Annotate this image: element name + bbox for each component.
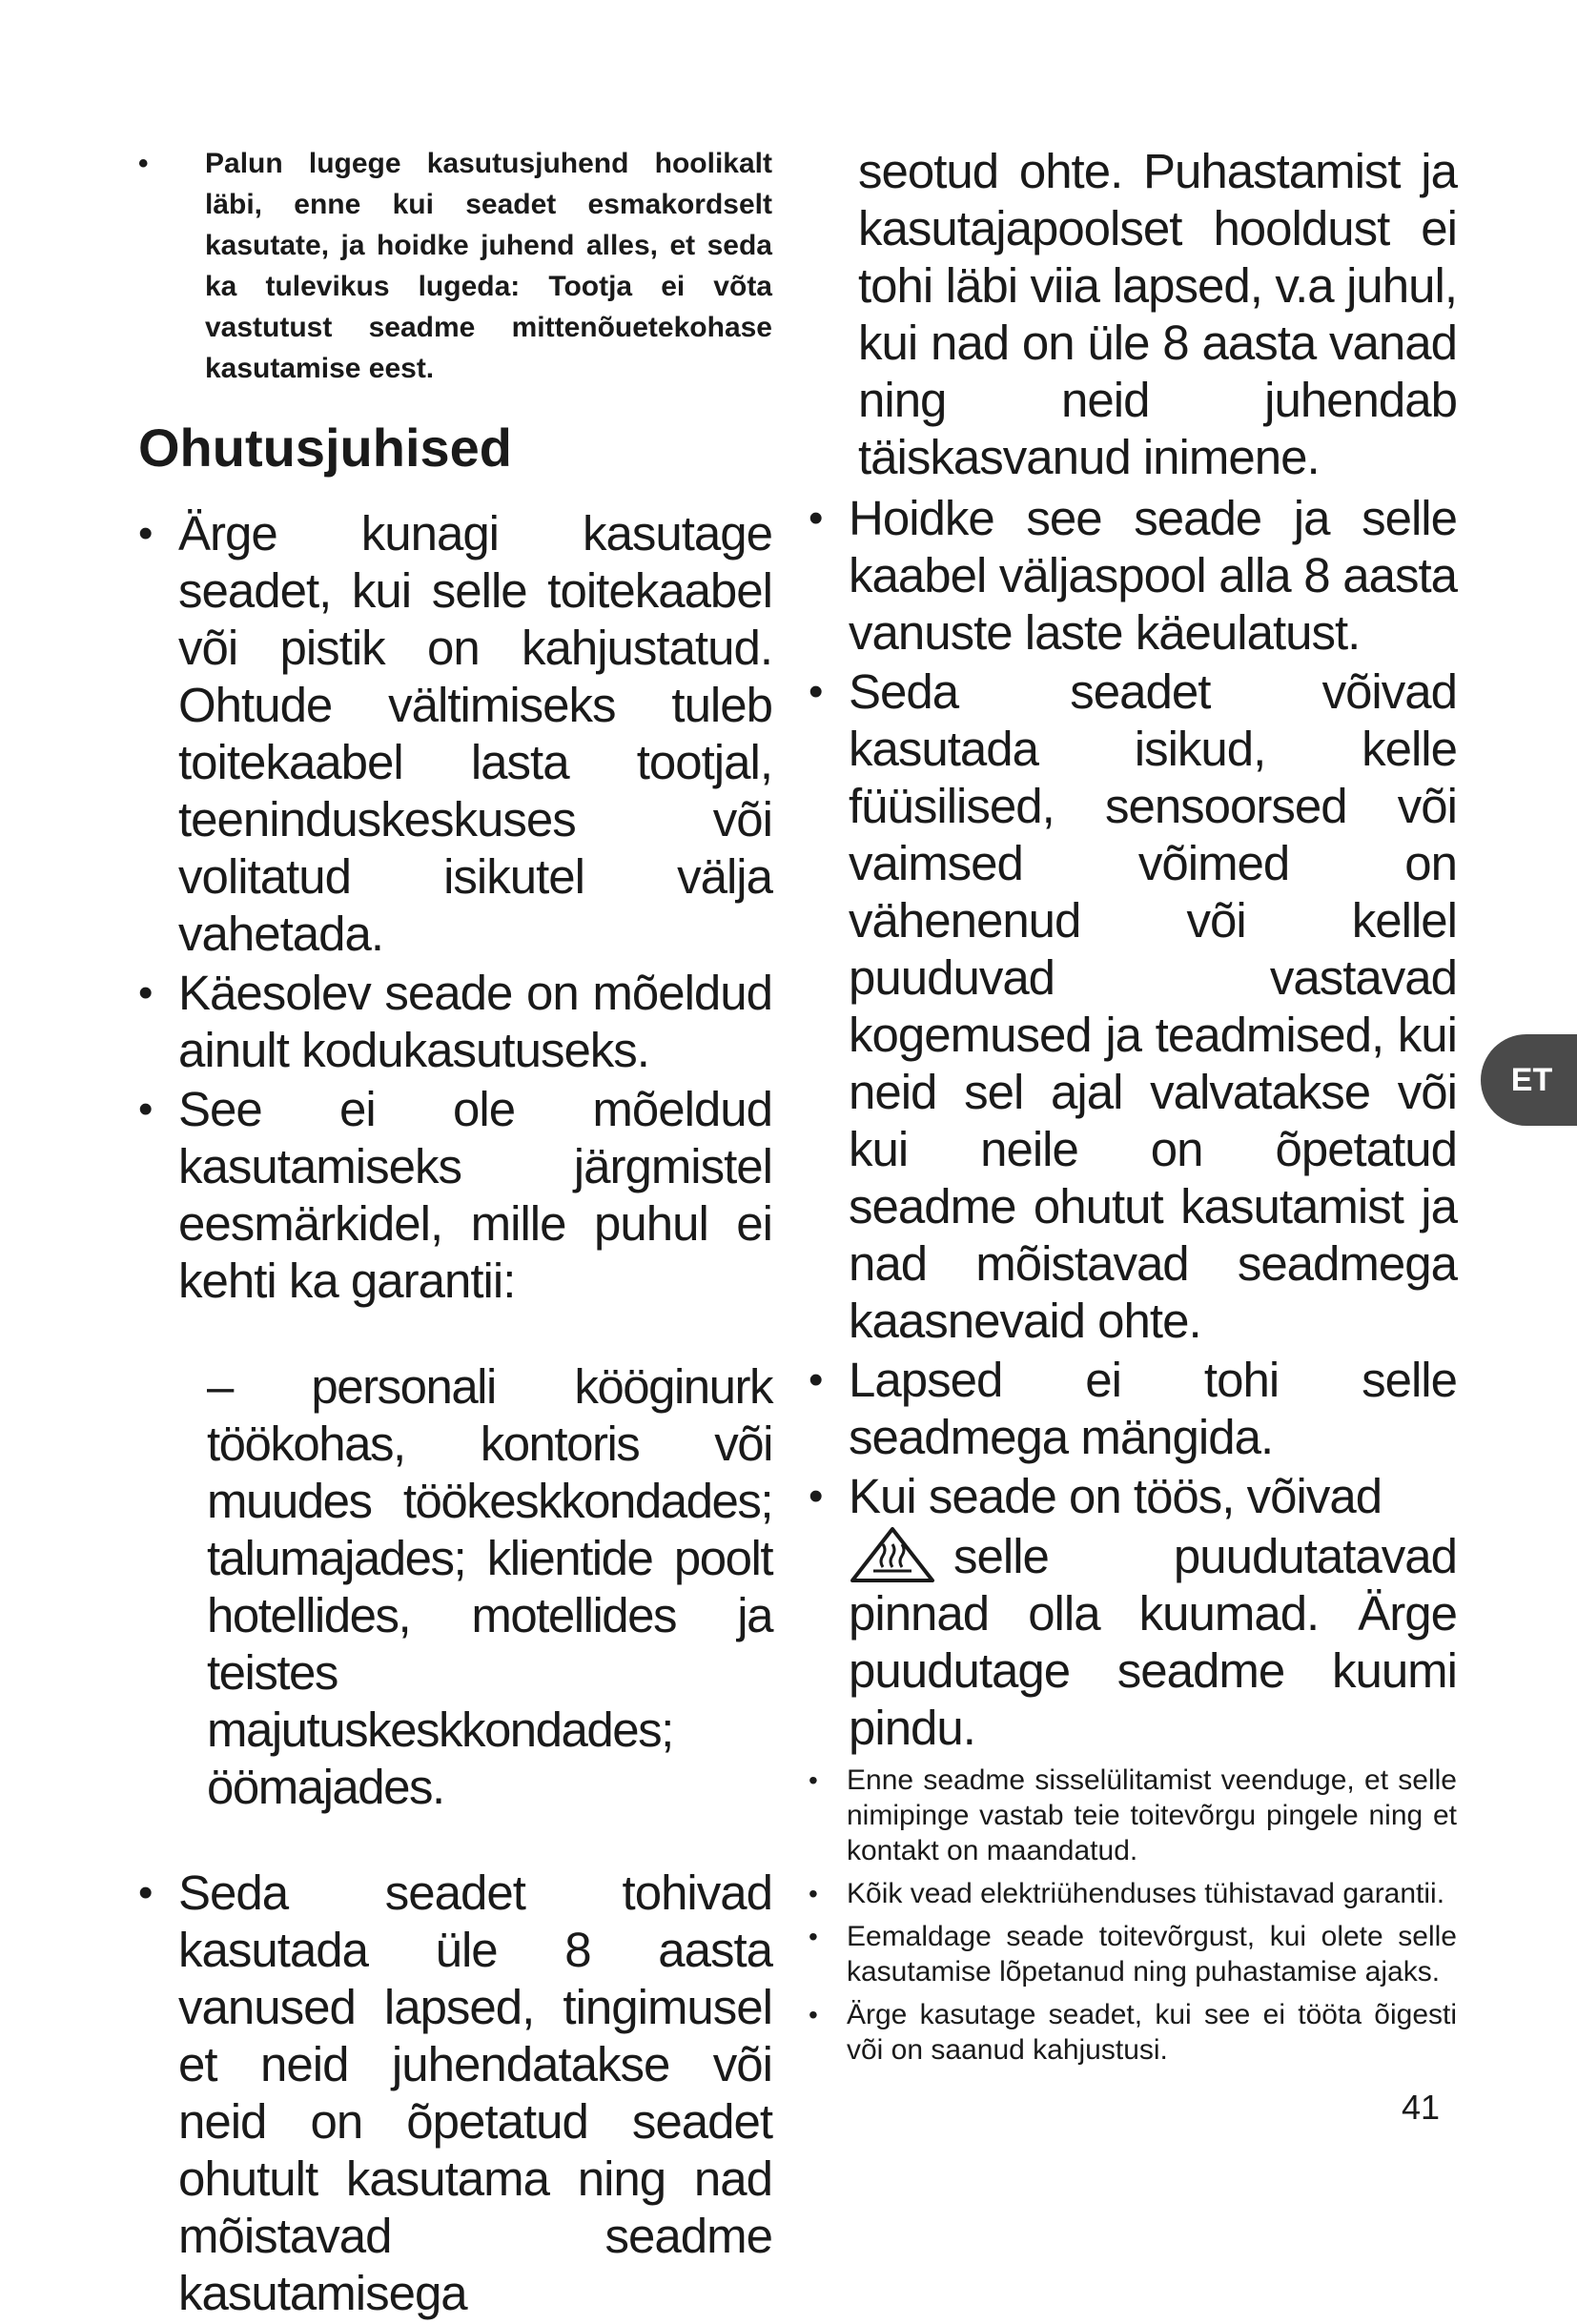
hot-item-first-line: Kui seade on töös, võivad <box>849 1469 1382 1523</box>
bullet: • <box>138 148 149 179</box>
bullet: • <box>138 510 153 557</box>
bullet: • <box>138 969 153 1016</box>
safety-item-text: See ei ole mõeldud kasutamiseks järgmistel eesmärkidel, mille puhul ei kehti ka garantii: <box>178 1082 772 1308</box>
note-item-1 <box>809 1763 1457 1868</box>
safety-item-5 <box>809 490 1457 662</box>
bullet: • <box>809 1922 818 1951</box>
note-item-text: Ärge kasutage seadet, kui see ei tööta õigesti või on saanud kahjustusi. <box>847 1999 1457 2066</box>
note-item-3 <box>809 1919 1457 1989</box>
safety-item-text: Hoidke see seade ja selle kaabel väljaspool alla 8 aasta vanuste laste käeulatust. <box>849 491 1457 660</box>
safety-item-hot-surface <box>809 1468 1457 1757</box>
note-item-text: Enne seadme sisselülitamist veenduge, et selle nimipinge vastab teie toitevõrgu pingele ning et kontakt on maandatud. <box>847 1764 1457 1866</box>
right-column <box>809 143 1457 2075</box>
bullet: • <box>809 1356 823 1403</box>
note-item-4 <box>809 1997 1457 2068</box>
safety-item-3 <box>138 1081 772 1310</box>
safety-item-text: Seda seadet tohivad kasutada üle 8 aasta vanused lapsed, tingimusel et neid juhendatakse või neid on õpetatud seadet ohutult kasutama ning nad mõistavad seadme kasutamisega <box>178 1865 772 2320</box>
safety-item-1 <box>138 505 772 963</box>
safety-item-2 <box>138 965 772 1079</box>
safety-item-6 <box>809 663 1457 1350</box>
intro-paragraph <box>138 143 772 389</box>
safety-item-text: Lapsed ei tohi selle seadmega mängida. <box>849 1353 1457 1464</box>
safety-item-4 <box>138 1865 772 2322</box>
safety-item-text: Ärge kunagi kasutage seadet, kui selle toitekaabel või pistik on kahjustatud. Ohtude vältimiseks tuleb toitekaabel lasta tootjal, teeninduskeskuses või volitatud isikutel välja vahetada. <box>178 506 772 961</box>
intro-text: Palun lugege kasutusjuhend hoolikalt läbi, enne kui seadet esmakordselt kasutate, ja hoidke juhend alles, et seda ka tulevikus lugeda: Tootja ei võta vastutust seadme mittenõuetekohase kasutamise eest. <box>205 148 772 384</box>
bullet: • <box>809 1765 818 1795</box>
continued-text: seotud ohte. Puhastamist ja kasutajapoolset hooldust ei tohi läbi viia lapsed, v.a juhul, kui nad on üle 8 aasta vanad ning neid juhendab täiskasvanud inimene. <box>858 144 1457 484</box>
language-tab-et: ET <box>1481 1034 1577 1126</box>
bullet: • <box>809 668 823 715</box>
bullet: • <box>138 1869 153 1916</box>
section-heading: Ohutusjuhised <box>138 418 512 478</box>
note-item-2 <box>809 1876 1457 1911</box>
hot-surface-warning-icon <box>849 1525 936 1584</box>
safety-item-text: Seda seadet võivad kasutada isikud, kelle füüsilised, sensoorsed või vaimsed võimed on vähenenud või kellel puuduvad vastavad kogemused ja teadmised, kui neid sel ajal valvatakse või kui neile on õpetatud seadme ohutut kasutamist ja nad mõistavad seadmega kaasnevaid ohte. <box>849 664 1457 1348</box>
dash-subitem: – personali kööginurk töökohas, kontoris või muudes töökeskkondades; talumajades; klientide poolt hotellides, motellides ja teistes majutuskeskkondades; öömajades. <box>207 1359 772 1814</box>
bullet: • <box>809 1879 818 1908</box>
note-item-text: Eemaldage seade toitevõrgust, kui olete selle kasutamise lõpetanud ning puhastamise ajaks. <box>847 1921 1457 1988</box>
bullet: • <box>809 2000 818 2029</box>
bullet: • <box>809 495 823 541</box>
safety-item-7 <box>809 1352 1457 1466</box>
left-column <box>138 143 772 2324</box>
safety-item-text: Käesolev seade on mõeldud ainult kodukasutuseks. <box>178 966 772 1077</box>
hot-item-rest: selle puudutatavad pinnad olla kuumad. Ärge puudutage seadme kuumi pindu. <box>849 1529 1457 1755</box>
page-number: 41 <box>1402 2088 1441 2127</box>
bullet: • <box>138 1086 153 1132</box>
note-item-text: Kõik vead elektriühenduses tühistavad garantii. <box>847 1878 1445 1909</box>
bullet: • <box>809 1473 823 1519</box>
